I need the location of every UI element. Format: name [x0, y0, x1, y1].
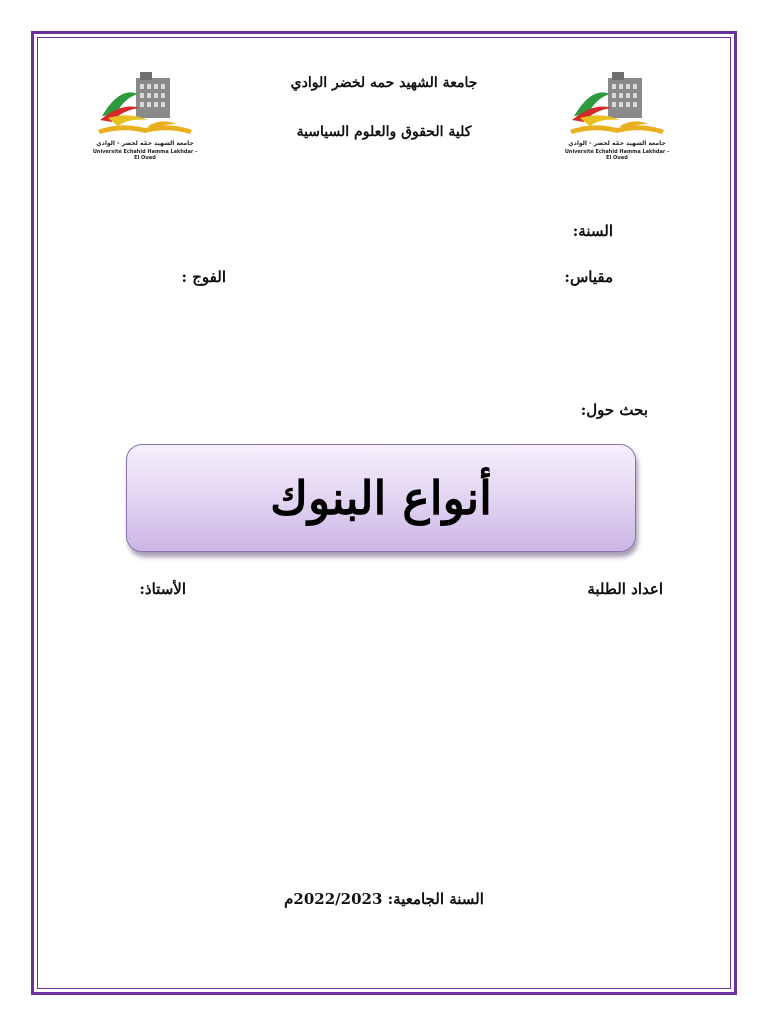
module-label: مقياس: [564, 268, 613, 286]
academic-year: السنة الجامعية: 2022/2023م [284, 890, 484, 908]
research-title: أنواع البنوك [270, 471, 492, 525]
logo-caption-french: Université Echahid Hamma Lakhdar - El Oued [92, 149, 198, 161]
logo-caption-arabic: جامعة الشهيد حمّه لخضر - الوادي [96, 140, 194, 147]
logo-caption-arabic: جامعة الشهيد حمّه لخضر - الوادي [568, 140, 666, 147]
logo-caption-french: Université Echahid Hamma Lakhdar - El Oued [564, 149, 670, 161]
university-name: جامعة الشهيد حمه لخضر الوادي [290, 75, 478, 91]
faculty-name: كلية الحقوق والعلوم السياسية [296, 124, 472, 140]
professor-label: الأستاذ: [139, 580, 186, 598]
title-box [126, 444, 636, 552]
prepared-by-label: اعداد الطلبة [587, 580, 663, 598]
year-label: السنة: [572, 222, 613, 240]
research-about-label: بحث حول: [580, 401, 648, 419]
group-label: الفوج : [181, 268, 226, 286]
